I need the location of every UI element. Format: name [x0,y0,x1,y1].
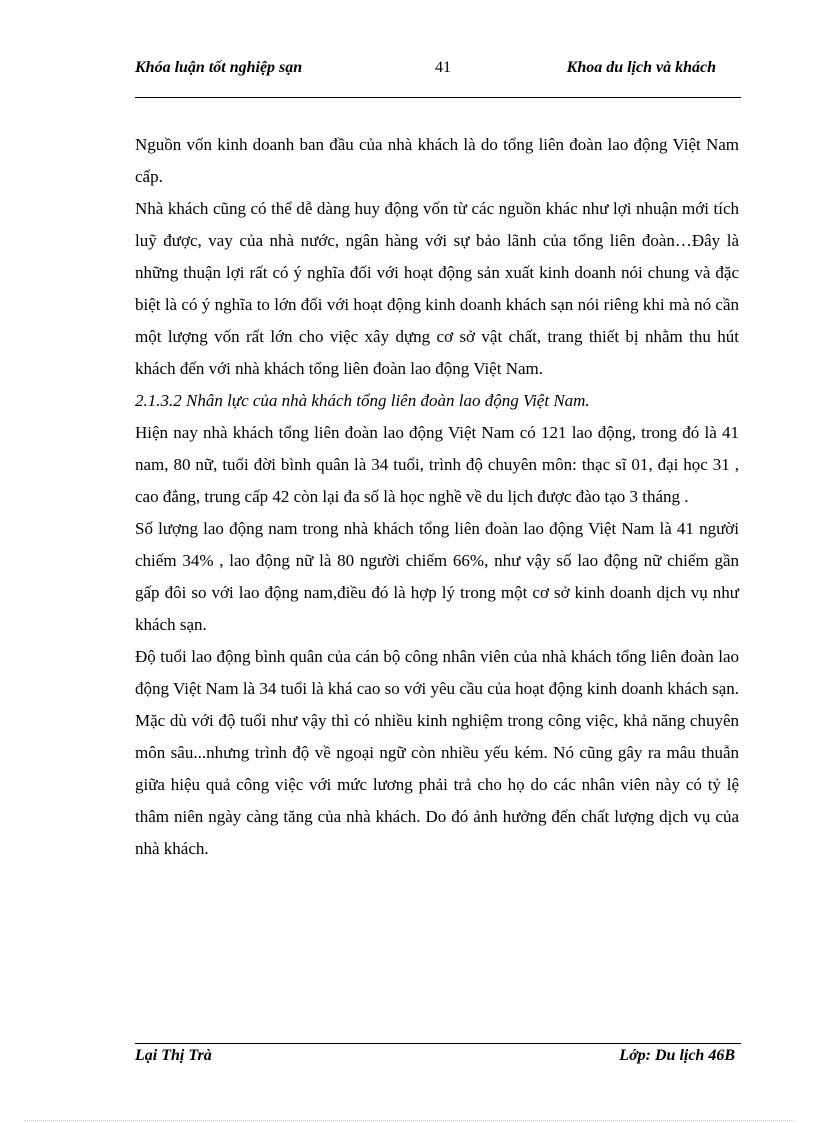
footer-divider [135,1043,741,1044]
document-body [135,129,739,865]
footer-class: Lớp: Du lịch 46B [619,1047,735,1064]
paragraph-age-analysis: Độ tuổi lao động bình quân của cán bộ công nhân viên của nhà khách tổng liên đoàn lao động Việt Nam là 34 tuổi là khá cao so với yêu cầu của hoạt động kinh doanh khách sạn. Mặc dù với độ tuổi như vậy thì có nhiều kinh nghiệm trong công việc, khả năng chuyên môn sâu...nhưng trình độ về ngoại ngữ còn nhiều yếu kém. Nó cũng gây ra mâu thuẫn giữa hiệu quả công việc với mức lương phải trả cho họ do các nhân viên này có tỷ lệ thâm niên ngày càng tăng của nhà khách. Do đó ảnh hưởng đến chất lượng dịch vụ của nhà khách. [135,647,739,858]
paragraph-capital-source: Nguồn vốn kinh doanh ban đầu của nhà khách là do tổng liên đoàn lao động Việt Nam cấp. [135,135,739,186]
page-number: 41 [435,59,451,76]
page-edge-divider [24,1120,794,1121]
footer-author: Lại Thị Trà [135,1047,212,1064]
header-left-title: Khóa luận tốt nghiệp sạn [135,59,303,76]
paragraph-gender-ratio: Số lượng lao động nam trong nhà khách tổng liên đoàn lao động Việt Nam là 41 người chiếm 34% , lao động nữ là 80 người chiếm 66%, như vậy số lao động nữ chiếm gần gấp đôi so với lao động nam,điều đó là hợp lý trong một cơ sở kinh doanh dịch vụ như khách sạn. [135,519,739,634]
header-divider [135,97,741,98]
section-heading-human-resources: 2.1.3.2 Nhân lực của nhà khách tổng liên đoàn lao động Việt Nam. [135,391,590,410]
page-header [135,58,741,98]
header-right-title: Khoa du lịch và khách [566,59,716,76]
paragraph-staff-overview: Hiện nay nhà khách tổng liên đoàn lao động Việt Nam có 121 lao động, trong đó là 41 nam, 80 nữ, tuổi đời bình quân là 34 tuổi, trình độ chuyên môn: thạc sĩ 01, đại học 31 , cao đẳng, trung cấp 42 còn lại đa số là học nghề về du lịch được đào tạo 3 tháng . [135,423,739,506]
paragraph-capital-mobilization: Nhà khách cũng có thể dễ dàng huy động vốn từ các nguồn khác như lợi nhuận mới tích luỹ được, vay của nhà nước, ngân hàng với sự bảo lãnh của tổng liên đoàn…Đây là những thuận lợi rất có ý nghĩa đối với hoạt động sản xuất kinh doanh nói chung và đặc biệt là có ý nghĩa to lớn đối với hoạt động kinh doanh khách sạn nói riêng khi mà nó cần một lượng vốn rất lớn cho việc xây dựng cơ sở vật chất, trang thiết bị nhằm thu hút khách đến với nhà khách tổng liên đoàn lao động Việt Nam. [135,199,739,378]
